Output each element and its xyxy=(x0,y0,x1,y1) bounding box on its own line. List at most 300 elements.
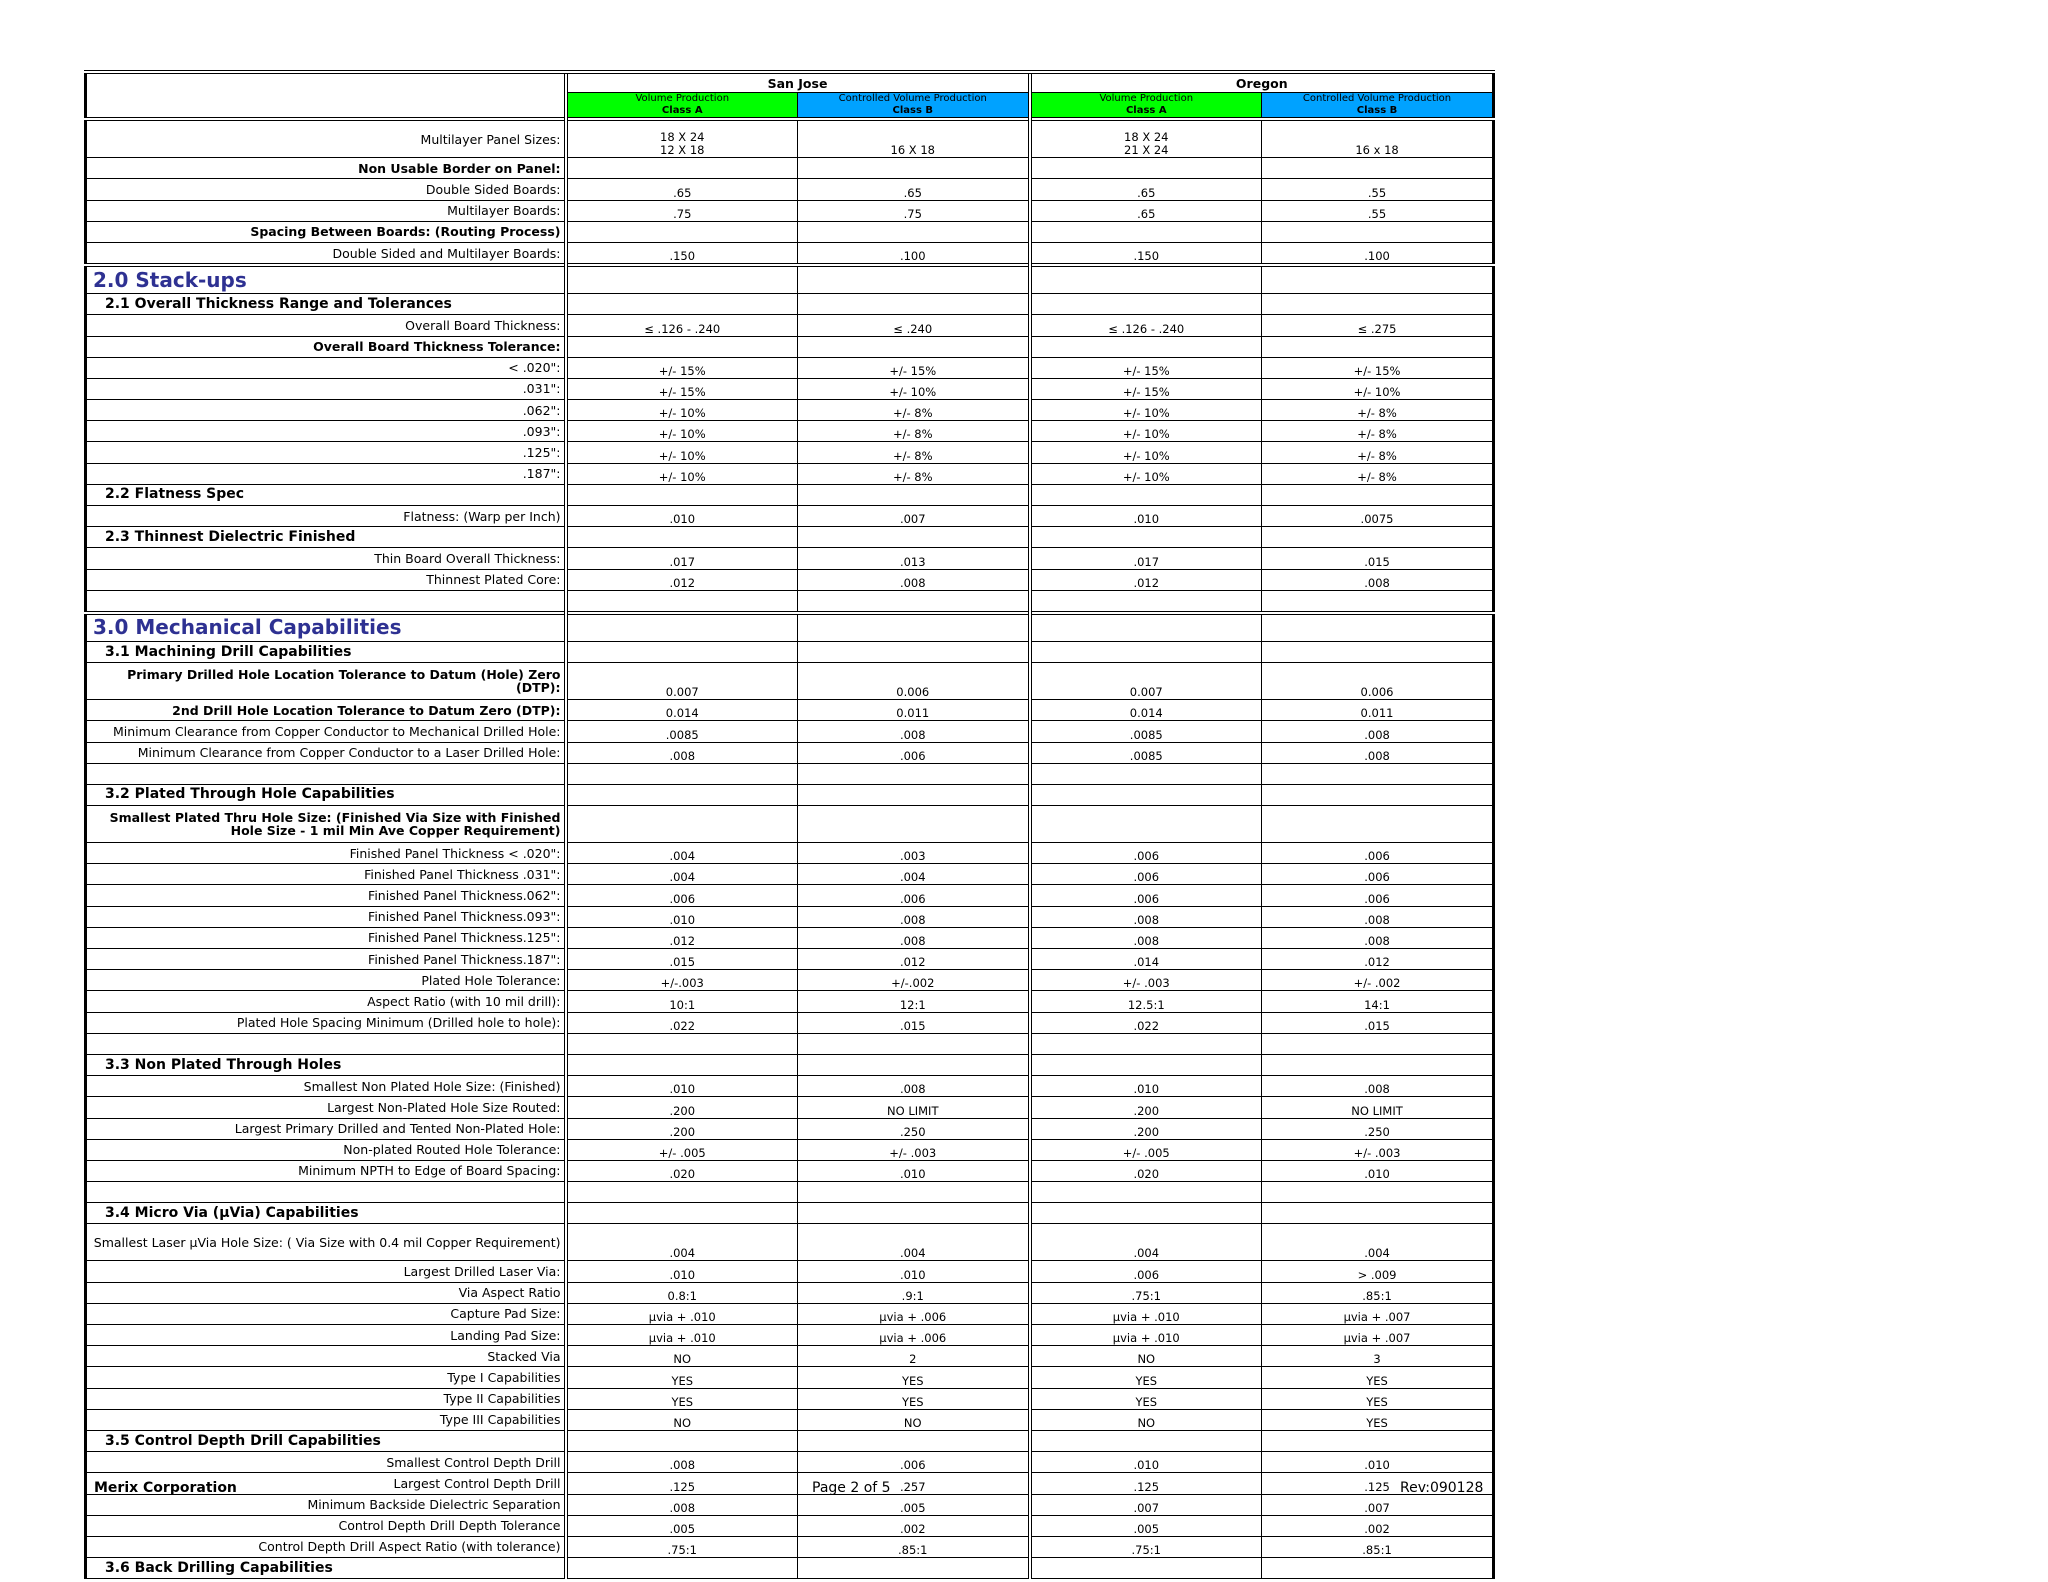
row-label: Capture Pad Size: xyxy=(86,1303,566,1324)
value-cell: .006 xyxy=(1262,885,1494,906)
table-row xyxy=(86,506,1494,527)
row-label: Largest Non-Plated Hole Size Routed: xyxy=(86,1097,566,1118)
value-cell: +/-.003 xyxy=(566,970,798,991)
table-row xyxy=(86,991,1494,1012)
value-cell: .007 xyxy=(798,506,1030,527)
table-row xyxy=(86,1182,1494,1203)
value-cell xyxy=(798,1558,1030,1579)
value-cell: ≤ .275 xyxy=(1262,315,1494,336)
row-label: Flatness: (Warp per Inch) xyxy=(86,506,566,527)
value-cell: .012 xyxy=(566,927,798,948)
value-cell: +/- 15% xyxy=(1030,357,1262,378)
value-cell: .004 xyxy=(1262,1224,1494,1261)
value-cell: .008 xyxy=(798,906,1030,927)
table-row xyxy=(86,400,1494,421)
value-cell xyxy=(1030,336,1262,357)
value-cell: +/- 8% xyxy=(1262,421,1494,442)
value-cell xyxy=(1030,590,1262,613)
value-cell xyxy=(1262,1182,1494,1203)
value-cell: .75 xyxy=(798,200,1030,221)
row-label: Finished Panel Thickness.093": xyxy=(86,906,566,927)
value-cell: +/- 8% xyxy=(798,463,1030,484)
value-cell: +/- 10% xyxy=(1030,400,1262,421)
class-header-title: Controlled Volume Production xyxy=(1302,93,1452,105)
table-row xyxy=(86,864,1494,885)
value-cell: .012 xyxy=(798,949,1030,970)
value-cell: 0.006 xyxy=(1262,663,1494,700)
subsection-heading: 2.3 Thinnest Dielectric Finished xyxy=(86,527,566,548)
value-cell: +/- 10% xyxy=(566,400,798,421)
table-row xyxy=(86,1409,1494,1430)
row-label: Landing Pad Size: xyxy=(86,1325,566,1346)
section-heading: 3.0 Mechanical Capabilities xyxy=(86,613,566,642)
value-cell: +/- 10% xyxy=(1030,421,1262,442)
class-header-class: Class A xyxy=(1125,105,1167,117)
value-cell: μvia + .007 xyxy=(1262,1325,1494,1346)
table-row xyxy=(86,548,1494,569)
class-header-title: Controlled Volume Production xyxy=(838,93,987,105)
value-cell: .65 xyxy=(566,179,798,200)
table-row xyxy=(86,1097,1494,1118)
table-row xyxy=(86,357,1494,378)
table-row xyxy=(86,1282,1494,1303)
footer-page-number: Page 2 of 5 xyxy=(812,1480,891,1496)
table-row xyxy=(86,1224,1494,1261)
value-cell: .010 xyxy=(566,506,798,527)
value-cell xyxy=(566,1182,798,1203)
value-cell: .002 xyxy=(1262,1515,1494,1536)
value-cell: +/- 8% xyxy=(1262,442,1494,463)
value-cell xyxy=(566,1203,798,1224)
value-cell xyxy=(1030,294,1262,315)
value-cell: 12.5:1 xyxy=(1030,991,1262,1012)
value-cell xyxy=(1262,763,1494,784)
value-cell xyxy=(798,641,1030,662)
row-label: Finished Panel Thickness .031": xyxy=(86,864,566,885)
value-cell: 0.011 xyxy=(1262,700,1494,721)
subsection-heading: 3.2 Plated Through Hole Capabilities xyxy=(86,784,566,805)
table-row xyxy=(86,484,1494,505)
value-cell: μvia + .006 xyxy=(798,1303,1030,1324)
value-cell: .014 xyxy=(1030,949,1262,970)
row-label: Minimum Backside Dielectric Separation xyxy=(86,1494,566,1515)
value-cell: .010 xyxy=(798,1261,1030,1282)
value-cell xyxy=(1030,484,1262,505)
table-row xyxy=(86,1203,1494,1224)
value-cell xyxy=(1262,265,1494,294)
value-cell: .004 xyxy=(798,864,1030,885)
value-cell: 18 X 24 12 X 18 xyxy=(566,119,798,158)
table-row xyxy=(86,1473,1494,1494)
table-row xyxy=(86,663,1494,700)
value-cell: .004 xyxy=(566,843,798,864)
value-cell: .006 xyxy=(1262,843,1494,864)
value-cell xyxy=(566,784,798,805)
value-cell: .006 xyxy=(1030,1261,1262,1282)
value-cell: .017 xyxy=(1030,548,1262,569)
class-header-class: Class B xyxy=(1356,105,1398,117)
value-cell: .015 xyxy=(1262,548,1494,569)
value-cell: .006 xyxy=(798,885,1030,906)
value-cell: .006 xyxy=(1262,864,1494,885)
value-cell: +/- 8% xyxy=(798,442,1030,463)
row-label: Plated Hole Tolerance: xyxy=(86,970,566,991)
value-cell: .010 xyxy=(1030,1452,1262,1473)
value-cell: +/- 15% xyxy=(566,357,798,378)
row-label: Minimum Clearance from Copper Conductor to a Laser Drilled Hole: xyxy=(86,742,566,763)
value-cell xyxy=(798,336,1030,357)
value-cell: +/- 10% xyxy=(1030,442,1262,463)
value-cell xyxy=(798,784,1030,805)
value-cell: +/- .005 xyxy=(1030,1139,1262,1160)
subsection-heading: 2.2 Flatness Spec xyxy=(86,484,566,505)
value-cell: .017 xyxy=(566,548,798,569)
class-header-title: Volume Production xyxy=(1099,93,1194,105)
blank-cell xyxy=(86,763,566,784)
value-cell: .200 xyxy=(566,1097,798,1118)
value-cell xyxy=(1030,1054,1262,1075)
class-header-class: Class A xyxy=(661,105,703,117)
row-label: .031": xyxy=(86,378,566,399)
value-cell: .75:1 xyxy=(1030,1282,1262,1303)
table-row xyxy=(86,1012,1494,1033)
row-label: Thin Board Overall Thickness: xyxy=(86,548,566,569)
value-cell xyxy=(566,613,798,642)
row-label: Thinnest Plated Core: xyxy=(86,569,566,590)
value-cell: 0.014 xyxy=(1030,700,1262,721)
table-row xyxy=(86,1515,1494,1536)
value-cell: .85:1 xyxy=(1262,1536,1494,1557)
table-row xyxy=(86,378,1494,399)
value-cell: .006 xyxy=(1030,864,1262,885)
value-cell xyxy=(798,265,1030,294)
value-cell xyxy=(566,158,798,179)
value-cell: +/- .003 xyxy=(1262,1139,1494,1160)
value-cell: 10:1 xyxy=(566,991,798,1012)
value-cell: .007 xyxy=(1262,1494,1494,1515)
subsection-heading: 3.1 Machining Drill Capabilities xyxy=(86,641,566,662)
value-cell: .022 xyxy=(566,1012,798,1033)
value-cell: NO xyxy=(798,1409,1030,1430)
value-cell: .020 xyxy=(566,1160,798,1181)
value-cell: YES xyxy=(566,1388,798,1409)
value-cell: .006 xyxy=(1030,885,1262,906)
value-cell: .55 xyxy=(1262,200,1494,221)
table-row xyxy=(86,1346,1494,1367)
table-row xyxy=(86,784,1494,805)
table-row xyxy=(86,641,1494,662)
subsection-heading: 3.3 Non Plated Through Holes xyxy=(86,1054,566,1075)
value-cell: .010 xyxy=(1030,506,1262,527)
value-cell: .55 xyxy=(1262,179,1494,200)
table-row xyxy=(86,927,1494,948)
value-cell: .008 xyxy=(798,927,1030,948)
value-cell: YES xyxy=(1262,1388,1494,1409)
value-cell xyxy=(798,1182,1030,1203)
value-cell xyxy=(566,221,798,242)
value-cell xyxy=(1030,1430,1262,1451)
value-cell xyxy=(798,221,1030,242)
class-header-title: Volume Production xyxy=(635,93,730,105)
value-cell: .006 xyxy=(566,885,798,906)
row-label: Double Sided Boards: xyxy=(86,179,566,200)
site-header-san-jose: San Jose xyxy=(566,72,1030,93)
value-cell: .250 xyxy=(1262,1118,1494,1139)
value-cell: μvia + .006 xyxy=(798,1325,1030,1346)
value-cell xyxy=(798,613,1030,642)
row-label: Control Depth Drill Depth Tolerance xyxy=(86,1515,566,1536)
subsection-heading: 3.6 Back Drilling Capabilities xyxy=(86,1558,566,1579)
value-cell: .015 xyxy=(798,1012,1030,1033)
value-cell: YES xyxy=(1262,1409,1494,1430)
value-cell: YES xyxy=(566,1367,798,1388)
value-cell xyxy=(566,806,798,843)
value-cell xyxy=(798,763,1030,784)
row-label: Double Sided and Multilayer Boards: xyxy=(86,242,566,265)
header-blank-cell xyxy=(86,72,566,119)
value-cell: 16 X 18 xyxy=(798,119,1030,158)
table-row xyxy=(86,336,1494,357)
value-cell xyxy=(566,265,798,294)
value-cell: NO xyxy=(1030,1409,1262,1430)
table-row xyxy=(86,315,1494,336)
table-row xyxy=(86,1494,1494,1515)
value-cell: .008 xyxy=(566,742,798,763)
table-row xyxy=(86,590,1494,613)
value-cell: 0.007 xyxy=(1030,663,1262,700)
value-cell: +/- 10% xyxy=(566,442,798,463)
value-cell xyxy=(1030,806,1262,843)
value-cell: .008 xyxy=(1262,569,1494,590)
value-cell: .005 xyxy=(566,1515,798,1536)
value-cell: .65 xyxy=(798,179,1030,200)
value-cell: .010 xyxy=(1262,1452,1494,1473)
value-cell: +/- 15% xyxy=(566,378,798,399)
value-cell: .008 xyxy=(1262,906,1494,927)
table-row xyxy=(86,179,1494,200)
table-row xyxy=(86,463,1494,484)
row-label: Finished Panel Thickness < .020": xyxy=(86,843,566,864)
value-cell: .200 xyxy=(1030,1118,1262,1139)
table-row xyxy=(86,763,1494,784)
row-label: Type II Capabilities xyxy=(86,1388,566,1409)
row-label: Type III Capabilities xyxy=(86,1409,566,1430)
row-label: Multilayer Panel Sizes: xyxy=(86,119,566,158)
section-heading: 2.0 Stack-ups xyxy=(86,265,566,294)
value-cell: +/- 8% xyxy=(1262,463,1494,484)
value-cell: +/-.002 xyxy=(798,970,1030,991)
value-cell xyxy=(1030,221,1262,242)
value-cell: .008 xyxy=(1262,927,1494,948)
value-cell: +/- 10% xyxy=(566,463,798,484)
subsection-heading: 3.4 Micro Via (μVia) Capabilities xyxy=(86,1203,566,1224)
value-cell xyxy=(1262,590,1494,613)
table-row xyxy=(86,119,1494,158)
value-cell: +/- .002 xyxy=(1262,970,1494,991)
row-label: Smallest Laser μVia Hole Size: ( Via Size with 0.4 mil Copper Requirement) xyxy=(86,1224,566,1261)
row-label: < .020": xyxy=(86,357,566,378)
value-cell xyxy=(1262,1558,1494,1579)
value-cell: .005 xyxy=(1030,1515,1262,1536)
value-cell xyxy=(566,484,798,505)
value-cell: .003 xyxy=(798,843,1030,864)
row-label: .125": xyxy=(86,442,566,463)
value-cell: +/- 8% xyxy=(798,421,1030,442)
value-cell: > .009 xyxy=(1262,1261,1494,1282)
value-cell xyxy=(1030,763,1262,784)
value-cell xyxy=(1030,613,1262,642)
value-cell xyxy=(566,1558,798,1579)
table-row xyxy=(86,1325,1494,1346)
value-cell xyxy=(1030,158,1262,179)
value-cell: .0075 xyxy=(1262,506,1494,527)
table-row xyxy=(86,221,1494,242)
value-cell: .008 xyxy=(1262,1076,1494,1097)
value-cell xyxy=(798,158,1030,179)
value-cell: 2 xyxy=(798,1346,1030,1367)
capabilities-table xyxy=(84,70,1495,1579)
value-cell xyxy=(1030,641,1262,662)
value-cell: +/- 15% xyxy=(1030,378,1262,399)
table-row xyxy=(86,527,1494,548)
value-cell xyxy=(1262,336,1494,357)
row-label: Primary Drilled Hole Location Tolerance to Datum (Hole) Zero (DTP): xyxy=(86,663,566,700)
value-cell xyxy=(1030,1182,1262,1203)
value-cell: .0085 xyxy=(566,721,798,742)
subsection-heading: 2.1 Overall Thickness Range and Tolerances xyxy=(86,294,566,315)
value-cell xyxy=(798,527,1030,548)
table-row xyxy=(86,1388,1494,1409)
value-cell xyxy=(1262,613,1494,642)
table-row xyxy=(86,949,1494,970)
value-cell xyxy=(1262,158,1494,179)
value-cell: YES xyxy=(1030,1367,1262,1388)
value-cell: .200 xyxy=(566,1118,798,1139)
value-cell: .257 xyxy=(798,1473,1030,1494)
value-cell xyxy=(566,336,798,357)
value-cell: .010 xyxy=(1030,1076,1262,1097)
value-cell: +/- 10% xyxy=(566,421,798,442)
class-header-class: Class B xyxy=(892,105,934,117)
table-row xyxy=(86,442,1494,463)
value-cell xyxy=(566,294,798,315)
table-row xyxy=(86,970,1494,991)
value-cell: .008 xyxy=(566,1494,798,1515)
value-cell xyxy=(798,1203,1030,1224)
value-cell: 18 X 24 21 X 24 xyxy=(1030,119,1262,158)
row-label: Non-plated Routed Hole Tolerance: xyxy=(86,1139,566,1160)
site-header-oregon: Oregon xyxy=(1030,72,1494,93)
value-cell: .0085 xyxy=(1030,742,1262,763)
value-cell: .125 xyxy=(1030,1473,1262,1494)
value-cell xyxy=(1030,1033,1262,1054)
table-row xyxy=(86,1430,1494,1451)
row-label: Via Aspect Ratio xyxy=(86,1282,566,1303)
capabilities-sheet xyxy=(84,70,1492,1579)
value-cell: .150 xyxy=(1030,242,1262,265)
value-cell: NO xyxy=(566,1409,798,1430)
value-cell: .006 xyxy=(1030,843,1262,864)
table-row xyxy=(86,1303,1494,1324)
value-cell xyxy=(566,590,798,613)
value-cell: YES xyxy=(798,1367,1030,1388)
value-cell: .002 xyxy=(798,1515,1030,1536)
value-cell: .006 xyxy=(798,742,1030,763)
value-cell: .010 xyxy=(566,1261,798,1282)
class-header-sj-a xyxy=(566,93,798,120)
value-cell: .100 xyxy=(1262,242,1494,265)
value-cell: 3 xyxy=(1262,1346,1494,1367)
table-row xyxy=(86,1054,1494,1075)
value-cell xyxy=(798,806,1030,843)
value-cell: .75:1 xyxy=(1030,1536,1262,1557)
row-label: Smallest Control Depth Drill xyxy=(86,1452,566,1473)
value-cell: .004 xyxy=(1030,1224,1262,1261)
class-header-sj-b xyxy=(798,93,1030,120)
value-cell: .65 xyxy=(1030,179,1262,200)
row-label: Smallest Non Plated Hole Size: (Finished) xyxy=(86,1076,566,1097)
value-cell: .008 xyxy=(798,721,1030,742)
value-cell xyxy=(566,1033,798,1054)
value-cell: μvia + .010 xyxy=(1030,1303,1262,1324)
value-cell xyxy=(1262,527,1494,548)
value-cell: +/- 10% xyxy=(798,378,1030,399)
value-cell: NO LIMIT xyxy=(1262,1097,1494,1118)
value-cell: +/- 8% xyxy=(1262,400,1494,421)
subsection-heading: 3.5 Control Depth Drill Capabilities xyxy=(86,1430,566,1451)
value-cell: .010 xyxy=(798,1160,1030,1181)
value-cell: .85:1 xyxy=(1262,1282,1494,1303)
row-label: Largest Primary Drilled and Tented Non-Plated Hole: xyxy=(86,1118,566,1139)
value-cell: ≤ .126 - .240 xyxy=(1030,315,1262,336)
value-cell xyxy=(1030,784,1262,805)
capabilities-body xyxy=(86,119,1494,1579)
value-cell: .012 xyxy=(566,569,798,590)
table-row xyxy=(86,1033,1494,1054)
value-cell: 0.014 xyxy=(566,700,798,721)
value-cell xyxy=(1262,806,1494,843)
value-cell: .012 xyxy=(1030,569,1262,590)
row-label: Multilayer Boards: xyxy=(86,200,566,221)
value-cell: +/- .003 xyxy=(798,1139,1030,1160)
value-cell: .75:1 xyxy=(566,1536,798,1557)
table-row xyxy=(86,1536,1494,1557)
value-cell: 14:1 xyxy=(1262,991,1494,1012)
value-cell: 0.007 xyxy=(566,663,798,700)
table-row xyxy=(86,200,1494,221)
group-label: Non Usable Border on Panel: xyxy=(86,158,566,179)
group-label: Spacing Between Boards: (Routing Process) xyxy=(86,221,566,242)
value-cell xyxy=(1262,1033,1494,1054)
table-row xyxy=(86,294,1494,315)
table-row xyxy=(86,700,1494,721)
value-cell xyxy=(1262,784,1494,805)
value-cell xyxy=(1262,221,1494,242)
value-cell: NO xyxy=(566,1346,798,1367)
value-cell: 12:1 xyxy=(798,991,1030,1012)
class-header-or-b xyxy=(1262,93,1494,120)
table-row xyxy=(86,1367,1494,1388)
table-row xyxy=(86,742,1494,763)
value-cell: .008 xyxy=(798,1076,1030,1097)
value-cell: .008 xyxy=(798,569,1030,590)
value-cell: .125 xyxy=(1262,1473,1494,1494)
value-cell xyxy=(1030,527,1262,548)
value-cell: .015 xyxy=(1262,1012,1494,1033)
table-row xyxy=(86,265,1494,294)
value-cell: .010 xyxy=(1262,1160,1494,1181)
value-cell xyxy=(1262,1430,1494,1451)
